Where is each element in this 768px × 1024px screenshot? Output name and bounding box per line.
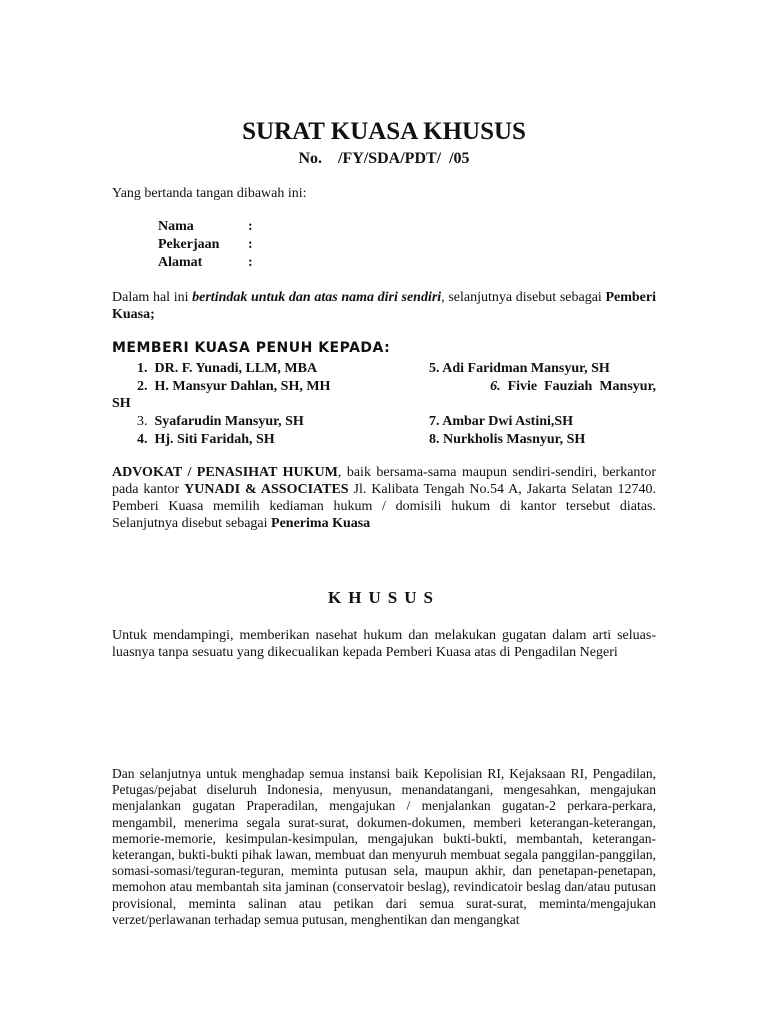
attorney-name: H. Mansyur Dahlan, SH, MH — [154, 378, 331, 394]
attorney-name: Adi Faridman Mansyur, SH — [442, 361, 610, 376]
list-item — [137, 378, 330, 396]
list-item — [137, 360, 317, 378]
advokat-text2: Jl. Kalibata Tengah No.54 A, Jakarta Selatan 12740. Pemberi Kuasa memilih kediaman hukum / domisili hukum di kantor tersebut diatas. Selanjutnya disebut sebagai — [112, 482, 656, 531]
purpose-paragraph: Untuk mendampingi, memberikan nasehat hukum dan melakukan gugatan dalam arti seluas-luasnya tanpa sesuatu yang dikecualikan kepada Pemberi Kuasa atas di Pengadilan Negeri — [112, 628, 656, 660]
recipient-role: Penerima Kuasa — [271, 516, 371, 531]
powers-paragraph: Dan selanjutnya untuk menghadap semua instansi baik Kepolisian RI, Kejaksaan RI, Pengadilan, Petugas/pejabat diseluruh Indonesia, menyusun, menandatangani, mengesahkan, mengajukan menjalankan gugatan Praperadilan, mengajukan / menjalankan gugatan-2 perkara-perkara, mengambil, menerima segala surat-surat, dokumen-dokumen, memberi keterangan-keterangan, memorie-memorie, kesimpulan-kesimpulan, mengajukan bukti-bukti, membantah, keterangan-keterangan, bukti-bukti pihak lawan, membuat dan menyuruh membuat segala panggilan-panggilan, somasi-somasi/teguran-teguran, meminta putusan sela, maupun akhir, dan penetapan-penetapan, memohon atau membantah sita jaminan (conservatoir beslag), revindicatoir beslag dan/atau putusan provisional, meminta salinan atau petikan dari semua surat-surat, meminta/mengajukan verzet/perlawanan terhadap semua putusan, menghentikan dan mengangkat — [112, 766, 656, 927]
field-row-alamat — [158, 254, 258, 272]
item-number: 5. — [429, 361, 440, 376]
list-item — [137, 431, 275, 449]
document-title: SURAT KUASA KHUSUS — [242, 118, 526, 145]
field-row-pekerjaan — [158, 236, 258, 254]
attorney-name: DR. F. Yunadi, LLM, MBA — [154, 361, 318, 376]
attorney-name: Nurkholis Masnyur, SH — [443, 431, 586, 447]
intro-text: Yang bertanda tangan dibawah ini: — [112, 186, 307, 201]
firm-name: YUNADI & ASSOCIATES — [184, 482, 349, 497]
acting-middle: , selanjutnya disebut sebagai — [441, 290, 606, 305]
attorney-name: Fivie Fauziah Mansyur, — [507, 378, 656, 394]
field-label: Alamat — [158, 255, 203, 270]
field-row-nama — [158, 218, 258, 236]
item-number: 4. — [137, 431, 148, 447]
list-item — [429, 378, 656, 396]
field-label: Nama — [158, 219, 194, 234]
wrapped-sh: SH — [112, 396, 131, 412]
acting-prefix: Dalam hal ini — [112, 290, 193, 305]
attorney-name: Ambar Dwi Astini,SH — [442, 414, 574, 430]
khusus-heading: KHUSUS — [328, 588, 440, 607]
grantor-fields — [158, 218, 258, 272]
list-row — [112, 360, 656, 378]
list-row — [112, 431, 656, 449]
field-colon: : — [248, 219, 253, 234]
document-number: No. /FY/SDA/PDT/ /05 — [298, 150, 470, 167]
acting-paragraph — [112, 289, 656, 323]
field-label: Pekerjaan — [158, 237, 220, 252]
section-heading: MEMBERI KUASA PENUH KEPADA: — [112, 340, 391, 356]
list-row — [112, 413, 656, 431]
list-item — [429, 431, 585, 449]
advokat-lead: ADVOKAT / PENASIHAT HUKUM — [112, 465, 338, 480]
acting-emphasis: bertindak untuk dan atas nama diri sendiri — [192, 290, 442, 305]
item-number: 3. — [137, 414, 148, 430]
item-number: 8. — [429, 431, 440, 447]
attorney-name: Hj. Siti Faridah, SH — [154, 431, 275, 447]
list-item — [137, 413, 304, 431]
item-number: 7. — [429, 414, 440, 430]
advokat-text1: , baik bersama-sama maupun sendiri-sendiri, berkantor pada kantor — [112, 465, 656, 497]
list-row — [112, 378, 656, 396]
attorney-list — [112, 360, 656, 448]
item-number: 6. — [490, 378, 501, 394]
item-number: 2. — [137, 378, 148, 394]
list-item — [429, 413, 573, 431]
list-row — [112, 395, 656, 413]
list-item — [429, 360, 610, 378]
item-number: 1. — [137, 361, 148, 376]
advokat-paragraph — [112, 464, 656, 532]
field-colon: : — [248, 237, 253, 252]
attorney-name: Syafarudin Mansyur, SH — [154, 414, 304, 430]
field-colon: : — [248, 255, 253, 270]
acting-role: Pemberi Kuasa; — [112, 290, 656, 322]
